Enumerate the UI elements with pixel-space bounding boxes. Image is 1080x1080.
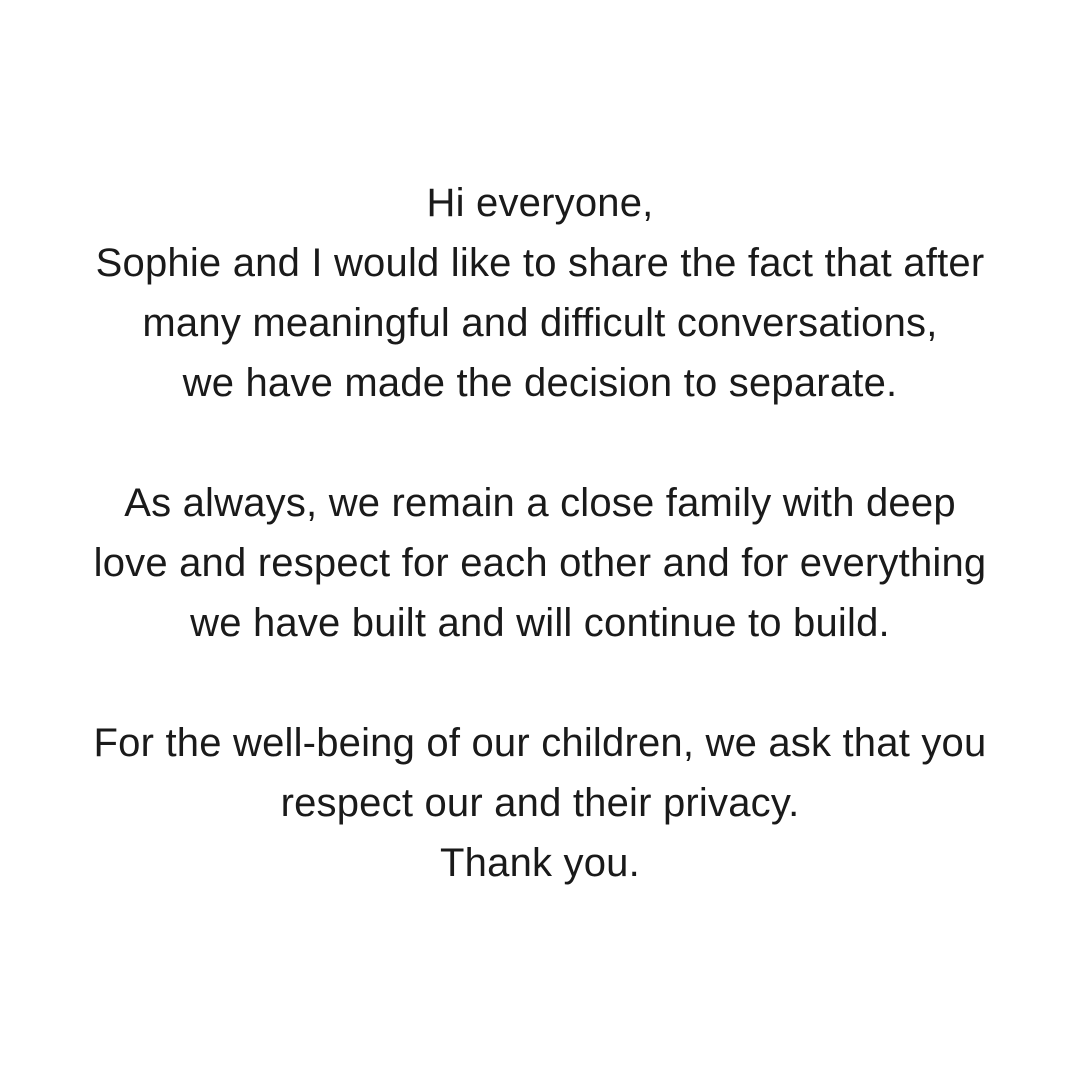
statement-line: many meaningful and difficult conversations,	[142, 301, 938, 345]
statement-line: we have made the decision to separate.	[182, 361, 898, 405]
statement-line: Thank you.	[440, 841, 640, 885]
statement-line: respect our and their privacy.	[280, 781, 800, 825]
statement-line: love and respect for each other and for everything	[93, 541, 987, 585]
statement-line: Hi everyone,	[426, 181, 654, 225]
statement-paragraph	[94, 713, 987, 893]
statement-line: For the well-being of our children, we ask that you	[93, 721, 987, 765]
statement-paragraph	[94, 173, 987, 413]
statement-line: As always, we remain a close family with deep	[124, 481, 956, 525]
statement-text-block	[94, 173, 987, 893]
statement-line: Sophie and I would like to share the fact that after	[95, 241, 985, 285]
statement-paragraph	[94, 473, 987, 653]
statement-line: we have built and will continue to build.	[190, 601, 890, 645]
